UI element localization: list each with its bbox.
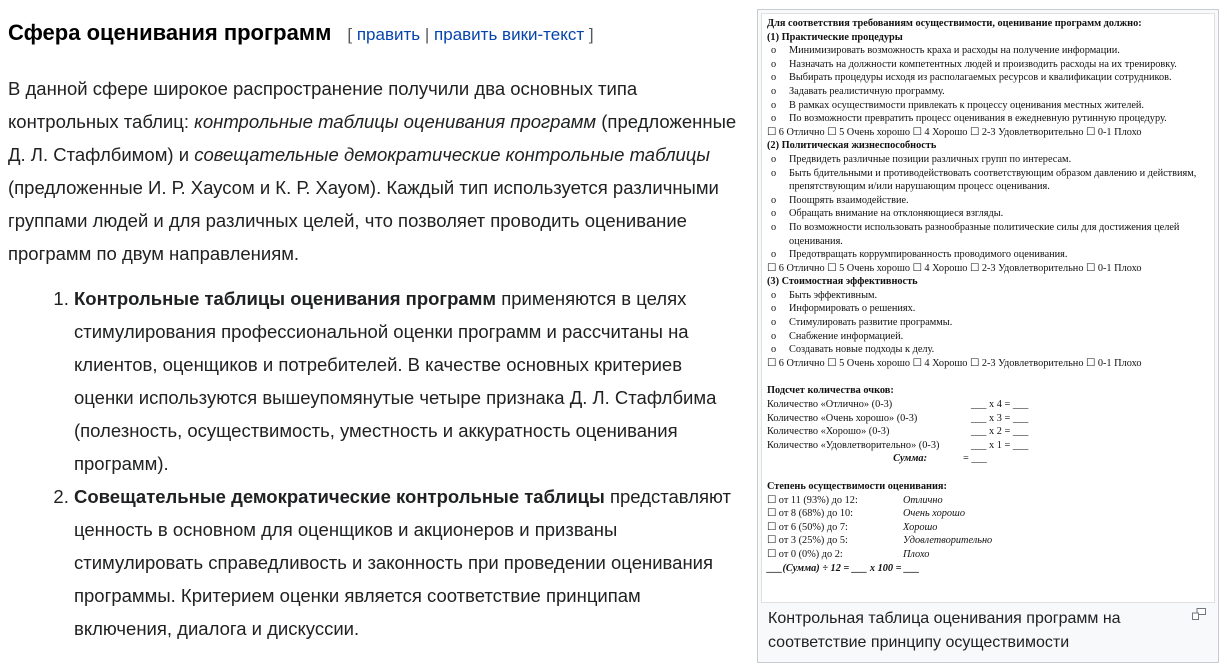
row-label: Количество «Хорошо» (0-3) <box>767 426 890 438</box>
bracket-open: [ <box>347 25 353 44</box>
checklist-item: o Предвидеть различные позиции различных групп по интересам. <box>767 153 1210 167</box>
rating-row: ☐ 6 Отлично ☐ 5 Очень хорошо ☐ 4 Хорошо ☐ 2-3 Удовлетворительно ☐ 0-1 Плохо <box>767 126 1142 138</box>
checklist-item: o Быть эффективным. <box>767 289 1210 303</box>
count-row <box>767 425 1210 439</box>
row-label: Количество «Удовлетворительно» (0-3) <box>767 439 940 451</box>
row-value: Отлично <box>903 494 943 506</box>
list-item <box>74 480 738 645</box>
checklist-item: o Поощрять взаимодействие. <box>767 194 1210 208</box>
checklist-item: o Выбирать процедуры исходя из располагаемых ресурсов и квалификации сотрудников. <box>767 71 1210 85</box>
count-title: Подсчет количества очков: <box>767 385 894 397</box>
list-item-text: применяются в целях стимулирования профессиональной оценки программ и рассчитаны на клиентов, оценщиков и потребителей. В качестве основных критериев оценки используются вышеупомянутые четыре признака Д. Л. Стафлбима (полезность, осуществимость, уместность и аккуратность оценивания программ). <box>74 288 717 474</box>
checklist-item: o Снабжение информацией. <box>767 330 1210 344</box>
lead-term-2: совещательные демократические контрольные таблицы <box>194 144 710 165</box>
checklist-item: o Задавать реалистичную программу. <box>767 85 1210 99</box>
row-label: ☐ от 6 (50%) до 7: <box>767 521 848 533</box>
rating-row: ☐ 6 Отлично ☐ 5 Очень хорошо ☐ 4 Хорошо ☐ 2-3 Удовлетворительно ☐ 0-1 Плохо <box>767 262 1142 274</box>
lead-text-2: (предложенные Д. Л. Стафлбимом) и <box>8 111 737 165</box>
thumbnail-caption: Контрольная таблица оценивания программ на соответствие принципу осуществимости <box>768 610 1121 651</box>
count-row <box>767 439 1210 453</box>
row-value: Хорошо <box>903 521 938 533</box>
checklist-item: o По возможности использовать разнообразные политические силы для достижения целей оценивания. <box>767 221 1210 248</box>
rating-row: ☐ 6 Отлично ☐ 5 Очень хорошо ☐ 4 Хорошо ☐ 2-3 Удовлетворительно ☐ 0-1 Плохо <box>767 357 1142 369</box>
row-value: ___ х 1 = ___ <box>971 439 1029 451</box>
row-value: Удовлетворительно <box>903 535 993 547</box>
checklist-types-list <box>8 282 738 645</box>
sum-label: Сумма: <box>893 453 927 465</box>
degree-row <box>767 521 1210 535</box>
enlarge-icon[interactable] <box>1192 608 1206 620</box>
checklist-item: o Минимизировать возможность краха и расходы на получение информации. <box>767 44 1210 58</box>
list-item-term: Совещательные демократические контрольные таблицы <box>74 486 605 507</box>
list-item-text: представляют ценность в основном для оценщиков и акционеров и призваны стимулировать справедливость и законность при проведении оценивания программы. Критерием оценки является соответствие принципам включения, диалога и дискуссии. <box>74 486 731 639</box>
checklist-item: o Обращать внимание на отклоняющиеся взгляды. <box>767 207 1210 221</box>
checklist-image[interactable] <box>761 13 1215 603</box>
checklist-item: o Стимулировать развитие программы. <box>767 316 1210 330</box>
degree-title: Степень осуществимости оценивания: <box>767 481 947 492</box>
lead-paragraph <box>8 72 738 270</box>
article-section <box>8 16 738 645</box>
checklist-items <box>767 44 1210 126</box>
edit-link[interactable]: править <box>356 25 421 44</box>
row-value: Плохо <box>903 548 930 560</box>
row-value: ___ х 3 = ___ <box>971 412 1029 424</box>
section-title: Сфера оценивания программ <box>8 20 332 45</box>
row-label: Количество «Очень хорошо» (0-3) <box>767 412 918 424</box>
row-label: ☐ от 8 (68%) до 10: <box>767 508 854 520</box>
checklist-items <box>767 153 1210 262</box>
lead-text-1: В данной сфере широкое распространение получили два основных типа контрольных таблиц: <box>8 78 638 132</box>
sum-value: = ___ <box>963 453 987 465</box>
degree-rows <box>767 494 1210 562</box>
checklist-items <box>767 289 1210 357</box>
degree-row <box>767 548 1210 562</box>
row-value: Очень хорошо <box>903 508 965 520</box>
edit-separator: | <box>424 25 430 44</box>
lead-text-3: (предложенные И. Р. Хаусом и К. Р. Хауом). Каждый тип используется различными группами людей и для различных целей, что позволяет проводить оценивание программ по двум направлениям. <box>8 177 719 264</box>
row-label: ☐ от 3 (25%) до 5: <box>767 535 848 547</box>
checklist-item: o По возможности превратить процесс оценивания в ежедневную рутинную процедуру. <box>767 112 1210 126</box>
checklist-item: o В рамках осуществимости привлекать к процессу оценивания местных жителей. <box>767 99 1210 113</box>
bracket-close: ] <box>588 25 594 44</box>
row-value: ___ х 2 = ___ <box>971 426 1029 438</box>
degree-row <box>767 534 1210 548</box>
checklist-item: o Предотвращать коррумпированность проводимого оценивания. <box>767 248 1210 262</box>
checklist-section-title: (2) Политическая жизнеспособность <box>767 140 937 152</box>
row-label: ☐ от 0 (0%) до 2: <box>767 548 843 560</box>
edit-links <box>347 25 593 44</box>
checklist-section-title: (1) Практические процедуры <box>767 31 903 43</box>
checklist-item: o Информировать о решениях. <box>767 302 1210 316</box>
list-item-term: Контрольные таблицы оценивания программ <box>74 288 497 309</box>
count-row <box>767 412 1210 426</box>
checklist-item: o Назначать на должности компетентных людей и производить расходы на их тренировку. <box>767 58 1210 72</box>
row-label: ☐ от 11 (93%) до 12: <box>767 494 858 506</box>
degree-formula: ___(Сумма) ÷ 12 = ___ х 100 = ___ <box>767 562 920 574</box>
section-heading <box>8 16 738 52</box>
checklist-intro: Для соответствия требованиям осуществимости, оценивание программ должно: <box>767 18 1142 29</box>
list-item <box>74 282 738 480</box>
edit-source-link[interactable]: править вики-текст <box>434 25 585 44</box>
count-rows <box>767 398 1210 452</box>
sum-row <box>767 452 1210 466</box>
degree-row <box>767 507 1210 521</box>
thumbnail <box>757 9 1219 663</box>
checklist-item: o Быть бдительными и противодействовать соответствующим образом давлению и действиям, препятствующим и/или нарушающим процесс оценивания. <box>767 167 1210 194</box>
row-label: Количество «Отлично» (0-3) <box>767 399 893 411</box>
checklist-section-title: (3) Стоимостная эффективность <box>767 276 918 288</box>
degree-row <box>767 494 1210 508</box>
row-value: ___ х 4 = ___ <box>971 399 1029 411</box>
lead-term-1: контрольные таблицы оценивания программ <box>194 111 597 132</box>
checklist-item: o Создавать новые подходы к делу. <box>767 343 1210 357</box>
count-row <box>767 398 1210 412</box>
